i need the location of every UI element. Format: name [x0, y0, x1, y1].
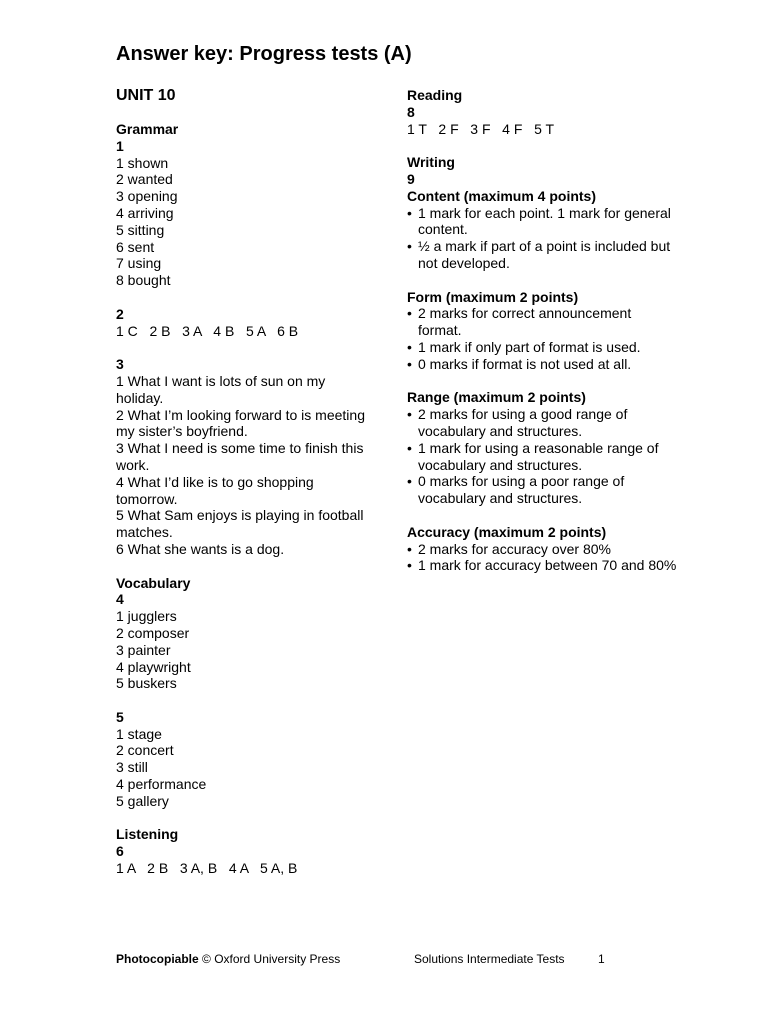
bullet-item: • 2 marks for using a good range of vocabulary and structures.	[407, 406, 677, 440]
answer-line: 3 painter	[116, 641, 171, 658]
answer-line: 1 C 2 B 3 A 4 B 5 A 6 B	[116, 322, 299, 339]
exercise-number-1: 1	[116, 137, 124, 154]
answer-line: 3 opening	[116, 188, 178, 205]
answer-line: 4 performance	[116, 776, 207, 793]
writing-content	[407, 154, 677, 272]
range-heading: Range (maximum 2 points)	[407, 389, 586, 406]
answer-line: 8 bought	[116, 272, 171, 289]
answer-line: 2 composer	[116, 624, 190, 641]
answer-line: 1 What I want is lots of sun on my holiday.	[116, 372, 326, 406]
grammar-ex3	[116, 356, 376, 558]
bullet-item: • 1 mark if only part of format is used.	[407, 339, 677, 356]
exercise-number-4: 4	[116, 591, 124, 608]
answer-line: 3 still	[116, 759, 148, 776]
answer-line: 2 wanted	[116, 171, 173, 188]
answer-line: 3 What I need is some time to finish this work.	[116, 440, 364, 473]
page-number: 1	[598, 952, 605, 966]
unit-heading: UNIT 10	[116, 87, 176, 104]
exercise-number-5: 5	[116, 708, 124, 725]
answer-line: 7 using	[116, 255, 162, 272]
reading-heading: Reading	[407, 87, 463, 103]
reading-ex8	[407, 87, 677, 137]
accuracy-heading: Accuracy (maximum 2 points)	[407, 523, 607, 540]
answer-line: 4 arriving	[116, 204, 174, 221]
answer-line: 5 gallery	[116, 792, 169, 809]
photocopiable-label: Photocopiable	[116, 952, 199, 966]
answer-line: 1 stage	[116, 725, 162, 742]
left-column	[116, 86, 376, 894]
exercise-number-2: 2	[116, 305, 124, 322]
writing-heading: Writing	[407, 154, 455, 171]
answer-line: 1 shown	[116, 154, 169, 171]
bullet-item: • 0 marks if format is not used at all.	[407, 356, 677, 373]
right-column	[407, 87, 677, 591]
answer-line: 5 buskers	[116, 675, 177, 692]
bullet-item: • 2 marks for correct announcement format.	[407, 305, 677, 339]
listening-heading: Listening	[116, 826, 179, 843]
answer-line: 1 jugglers	[116, 608, 177, 625]
answer-line: 2 concert	[116, 742, 174, 759]
footer-copyright	[116, 951, 340, 967]
bullet-item: • 0 marks for using a poor range of vocabulary and structures.	[407, 473, 677, 507]
vocabulary-ex4	[116, 575, 376, 693]
exercise-number-3: 3	[116, 356, 124, 373]
answer-line: 4 playwright	[116, 658, 191, 675]
listening-ex6	[116, 826, 376, 876]
vocabulary-ex5	[116, 709, 376, 810]
answer-line: 1 T 2 F 3 F 4 F 5 T	[407, 120, 555, 137]
bullet-item: • ½ a mark if part of a point is included but not developed.	[407, 238, 677, 272]
publisher-label: © Oxford University Press	[202, 952, 341, 966]
answer-line: 1 A 2 B 3 A, B 4 A 5 A, B	[116, 860, 298, 877]
footer-book-title: Solutions Intermediate Tests	[414, 952, 565, 966]
grammar-ex2	[116, 306, 376, 340]
answer-line: 6 sent	[116, 238, 155, 255]
bullet-item: • 2 marks for accuracy over 80%	[407, 541, 677, 558]
writing-range	[407, 389, 677, 507]
grammar-heading: Grammar	[116, 121, 179, 137]
exercise-number-6: 6	[116, 843, 124, 860]
grammar-ex1	[116, 121, 376, 289]
page-title: Answer key: Progress tests (A)	[116, 43, 412, 65]
bullet-item: • 1 mark for using a reasonable range of vocabulary and structures.	[407, 440, 677, 474]
content-heading: Content (maximum 4 points)	[407, 187, 597, 204]
answer-line: 5 sitting	[116, 221, 165, 238]
writing-form	[407, 289, 677, 373]
answer-line: 5 What Sam enjoys is playing in football matches.	[116, 507, 364, 541]
bullet-item: • 1 mark for each point. 1 mark for general content.	[407, 205, 677, 239]
answer-line: 6 What she wants is a dog.	[116, 540, 285, 557]
writing-accuracy	[407, 524, 677, 574]
exercise-number-8: 8	[407, 103, 415, 120]
form-heading: Form (maximum 2 points)	[407, 288, 579, 305]
exercise-number-9: 9	[407, 170, 415, 187]
vocabulary-heading: Vocabulary	[116, 574, 191, 591]
answer-line: 2 What I’m looking forward to is meeting my sister’s boyfriend.	[116, 406, 365, 440]
bullet-item: • 1 mark for accuracy between 70 and 80%	[407, 557, 677, 574]
answer-line: 4 What I’d like is to go shopping tomorrow.	[116, 473, 314, 507]
